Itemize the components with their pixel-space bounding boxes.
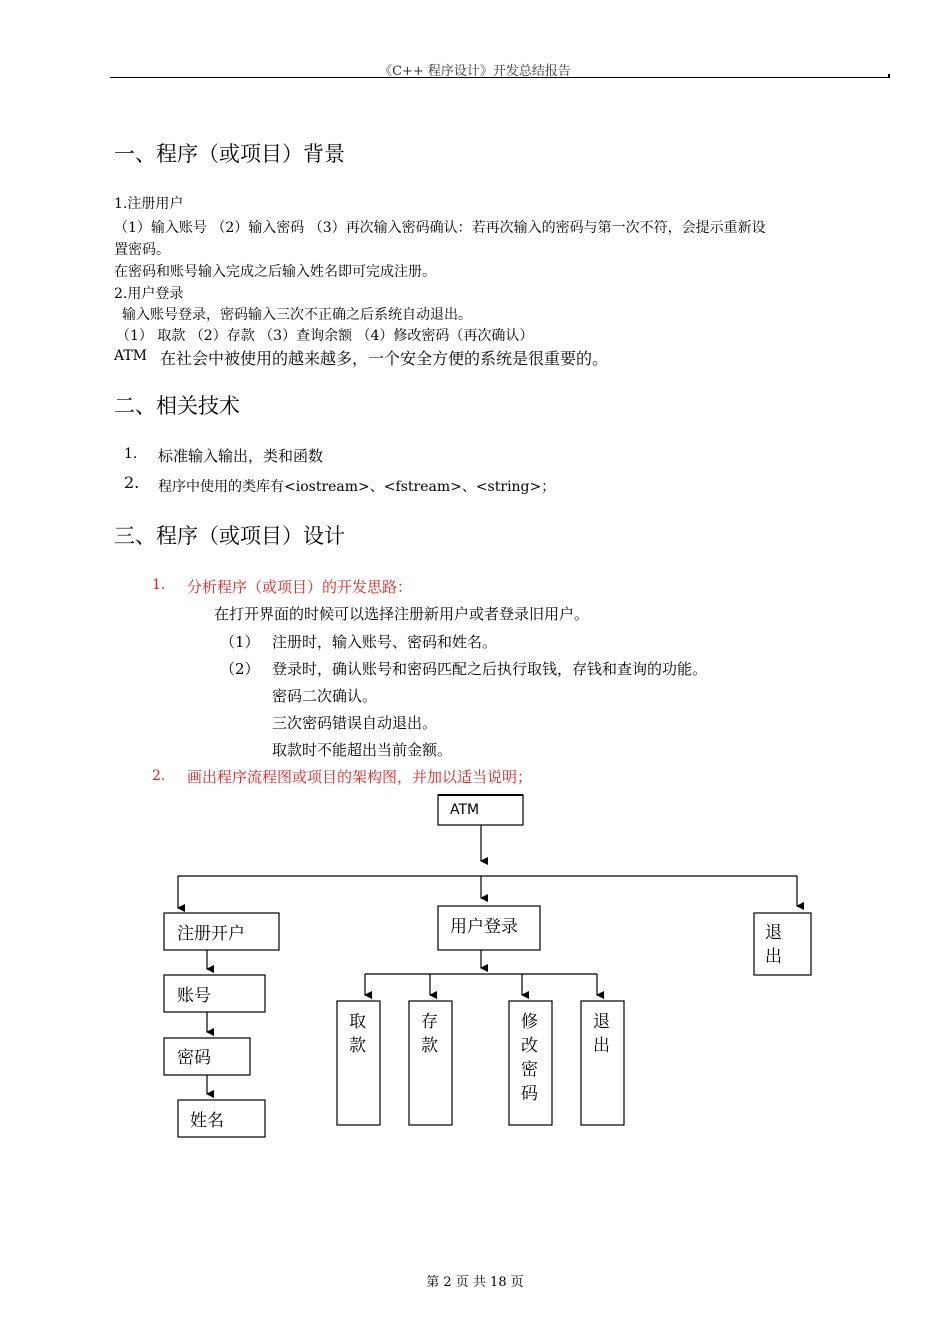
password-box-label: 密码 [177, 1048, 211, 1068]
section3-heading: 三、程序（或项目）设计 [114, 524, 345, 548]
tech-item-2-num: 2. [124, 473, 140, 492]
section2-heading: 二、相关技术 [114, 394, 240, 418]
design-point-2-num: （2） [220, 660, 260, 678]
account-box-label: 账号 [177, 986, 211, 1006]
design-sub1-title: 分析程序（或项目）的开发思路： [187, 578, 413, 596]
login-box-label: 用户登录 [450, 917, 518, 937]
design-intro: 在打开界面的时候可以选择注册新用户或者登录旧用户。 [214, 605, 590, 623]
design-point-1-num: （1） [220, 633, 260, 651]
section1-heading: 一、程序（或项目）背景 [114, 142, 345, 166]
modify-char-3: 密 [521, 1060, 538, 1080]
design-point-2-line-4: 取款时不能超出当前金额。 [272, 741, 453, 759]
design-sub2-num: 2. [152, 768, 166, 784]
withdraw-char-2: 款 [349, 1036, 366, 1056]
modify-char-2: 改 [521, 1036, 538, 1056]
register-box-label: 注册开户 [177, 924, 245, 944]
login-title: 2.用户登录 [114, 286, 184, 302]
tech-item-1-num: 1. [124, 446, 138, 462]
page-footer: 第 2 页 共 18 页 [426, 1275, 524, 1290]
name-box-label: 姓名 [190, 1111, 224, 1131]
exit-sub-char-2: 出 [593, 1036, 610, 1056]
design-point-1-text: 注册时，输入账号、密码和姓名。 [272, 633, 498, 651]
register-title: 1.注册用户 [114, 196, 184, 212]
exit-box-char-2: 出 [765, 947, 782, 967]
register-line-2: 置密码。 [114, 242, 170, 258]
login-line-1: 输入账号登录，密码输入三次不正确之后系统自动退出。 [122, 307, 472, 323]
exit-box [754, 913, 811, 975]
deposit-char-1: 存 [421, 1012, 438, 1032]
design-sub2-title: 画出程序流程图或项目的架构图，并加以适当说明； [187, 768, 533, 786]
deposit-char-2: 款 [421, 1036, 438, 1056]
exit-box-char-1: 退 [765, 923, 782, 943]
modify-char-4: 码 [521, 1084, 538, 1104]
design-point-2-text: 登录时，确认账号和密码匹配之后执行取钱，存钱和查询的功能。 [272, 660, 708, 678]
tech-item-2-text: 程序中使用的类库有<iostream>、<fstream>、<string>； [158, 479, 556, 495]
design-sub1-num: 1. [152, 577, 166, 593]
tech-item-1-text: 标准输入输出，类和函数 [158, 447, 324, 465]
modify-char-1: 修 [521, 1012, 538, 1032]
withdraw-char-1: 取 [349, 1012, 366, 1032]
design-point-2-line-2: 密码二次确认。 [272, 687, 378, 705]
running-header: 《C++ 程序设计》开发总结报告 [379, 64, 571, 79]
atm-label: ATM [114, 348, 148, 364]
register-line-3: 在密码和账号输入完成之后输入姓名即可完成注册。 [114, 264, 436, 280]
atm-box-label: ATM [450, 802, 480, 818]
login-line-2: （1） 取款 （2）存款 （3）查询余额 （4）修改密码（再次确认） [116, 328, 534, 344]
exit-sub-char-1: 退 [593, 1012, 610, 1032]
design-point-2-line-3: 三次密码错误自动退出。 [272, 714, 438, 732]
register-line-1: （1）输入账号 （2）输入密码 （3）再次输入密码确认：若再次输入的密码与第一次不符，会提示重新设 [114, 220, 766, 236]
atm-text: 在社会中被使用的越来越多，一个安全方便的系统是很重要的。 [160, 349, 609, 368]
